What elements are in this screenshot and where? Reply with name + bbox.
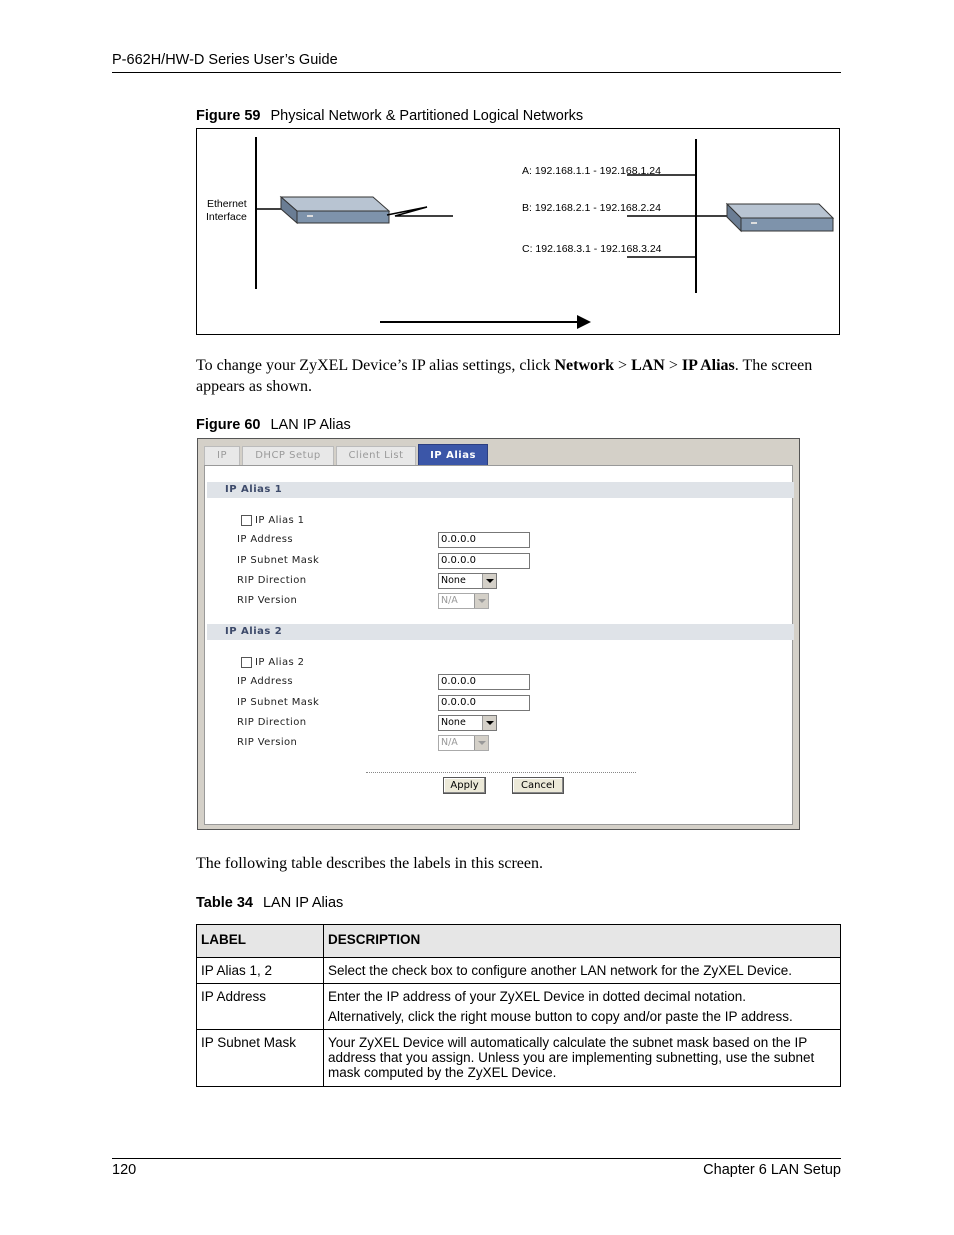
arrow-head: [577, 315, 591, 329]
button-divider: [366, 772, 636, 773]
chevron-down-icon: [474, 594, 488, 608]
wan-link: [387, 207, 453, 216]
ip-alias-2-checkbox-label: IP Alias 2: [255, 657, 305, 668]
ip-alias-2-checkbox[interactable]: [241, 657, 252, 668]
alias2-rip-version-select: [438, 735, 489, 751]
tab-dhcp-setup[interactable]: DHCP Setup: [242, 446, 334, 465]
alias2-rip-version-label: RIP Version: [237, 737, 298, 748]
tab-ip[interactable]: IP: [204, 446, 240, 465]
alias1-ip-address-label: IP Address: [237, 534, 293, 545]
alias2-subnet-mask-input[interactable]: 0.0.0.0: [438, 695, 530, 711]
alias2-rip-direction-value: None: [441, 717, 466, 728]
lan-ip-alias-table: [196, 924, 841, 1087]
net-b-label: B: 192.168.2.1 - 192.168.2.24: [522, 202, 661, 214]
intro-network: Network: [554, 357, 615, 374]
table-header-row: [197, 925, 841, 958]
col-description-header: DESCRIPTION: [324, 925, 841, 958]
figure-59-title: Physical Network & Partitioned Logical Networks: [270, 108, 584, 124]
row-label: IP Address: [197, 984, 324, 1030]
row-label: IP Alias 1, 2: [197, 958, 324, 984]
row-description: Your ZyXEL Device will automatically calculate the subnet mask based on the IP address that you assign. Unless you are implementing subnetting, use the subnet mask computed by the ZyXEL Device.: [324, 1030, 841, 1087]
table-34-caption: [196, 895, 343, 911]
row-description-line-2: Alternatively, click the right mouse button to copy and/or paste the IP address.: [328, 1009, 793, 1024]
chevron-down-icon: [482, 716, 496, 730]
chapter-title: Chapter 6 LAN Setup: [703, 1162, 841, 1178]
table-34-title: LAN IP Alias: [262, 895, 344, 911]
intro-ip-alias: IP Alias: [681, 357, 735, 374]
apply-button[interactable]: Apply: [443, 777, 486, 794]
network-diagram: [196, 128, 840, 335]
ip-alias-1-checkbox[interactable]: [241, 515, 252, 526]
alias1-subnet-mask-input[interactable]: 0.0.0.0: [438, 553, 530, 569]
table-row: [197, 984, 841, 1030]
table-row: [197, 1030, 841, 1087]
footer-rule: [112, 1158, 841, 1159]
ethernet-label-1: Ethernet: [207, 198, 247, 210]
left-router-icon: [281, 197, 389, 223]
ethernet-label-2: Interface: [206, 211, 247, 223]
figure-59-caption: [196, 108, 583, 124]
figure-60-label: Figure 60: [196, 417, 261, 433]
alias2-rip-direction-label: RIP Direction: [237, 717, 307, 728]
intro-sep-2: >: [664, 357, 682, 374]
following-paragraph: The following table describes the labels in this screen.: [196, 855, 544, 872]
row-description: Select the check box to configure another LAN network for the ZyXEL Device.: [324, 958, 841, 984]
lan-ip-alias-screen: [197, 438, 800, 830]
row-description-line-1: Enter the IP address of your ZyXEL Device in dotted decimal notation.: [328, 989, 746, 1004]
alias1-rip-direction-select[interactable]: [438, 573, 497, 589]
intro-text-post: . The screen appears as shown.: [196, 357, 813, 395]
tab-ip-alias[interactable]: IP Alias: [418, 444, 488, 466]
alias1-rip-version-select: [438, 593, 489, 609]
alias2-rip-direction-select[interactable]: [438, 715, 497, 731]
table-34-label: Table 34: [196, 895, 253, 911]
ip-alias-1-checkbox-label: IP Alias 1: [255, 515, 305, 526]
intro-lan: LAN: [631, 357, 665, 374]
alias2-ip-address-label: IP Address: [237, 676, 293, 687]
alias1-subnet-mask-label: IP Subnet Mask: [237, 555, 320, 566]
chevron-down-icon: [474, 736, 488, 750]
network-diagram-svg: [197, 129, 841, 336]
section-ip-alias-1: IP Alias 1: [207, 482, 794, 498]
figure-60-title: LAN IP Alias: [270, 417, 351, 433]
figure-60-caption: [196, 417, 351, 433]
alias2-rip-version-value: N/A: [441, 737, 458, 748]
alias2-ip-address-input[interactable]: 0.0.0.0: [438, 674, 530, 690]
table-row: [197, 958, 841, 984]
alias2-subnet-mask-label: IP Subnet Mask: [237, 697, 320, 708]
intro-sep-1: >: [614, 357, 632, 374]
alias1-rip-direction-value: None: [441, 575, 466, 586]
col-label-header: LABEL: [197, 925, 324, 958]
intro-text-pre: To change your ZyXEL Device’s IP alias settings, click: [196, 357, 555, 374]
alias1-rip-version-label: RIP Version: [237, 595, 298, 606]
row-description: [324, 984, 841, 1030]
alias1-ip-address-input[interactable]: 0.0.0.0: [438, 532, 530, 548]
figure-59-label: Figure 59: [196, 108, 261, 124]
row-label: IP Subnet Mask: [197, 1030, 324, 1087]
net-a-label: A: 192.168.1.1 - 192.168.1.24: [522, 165, 661, 177]
running-header: P-662H/HW-D Series User’s Guide: [112, 52, 338, 68]
tab-client-list[interactable]: Client List: [336, 446, 416, 465]
chevron-down-icon: [482, 574, 496, 588]
net-c-label: C: 192.168.3.1 - 192.168.3.24: [522, 243, 662, 255]
cancel-button[interactable]: Cancel: [512, 777, 564, 794]
intro-paragraph: [196, 355, 841, 397]
section-ip-alias-2: IP Alias 2: [207, 624, 794, 640]
right-switch-icon: [727, 204, 833, 231]
page-number: 120: [112, 1162, 137, 1178]
header-rule: [112, 72, 841, 73]
alias1-rip-version-value: N/A: [441, 595, 458, 606]
alias1-rip-direction-label: RIP Direction: [237, 575, 307, 586]
